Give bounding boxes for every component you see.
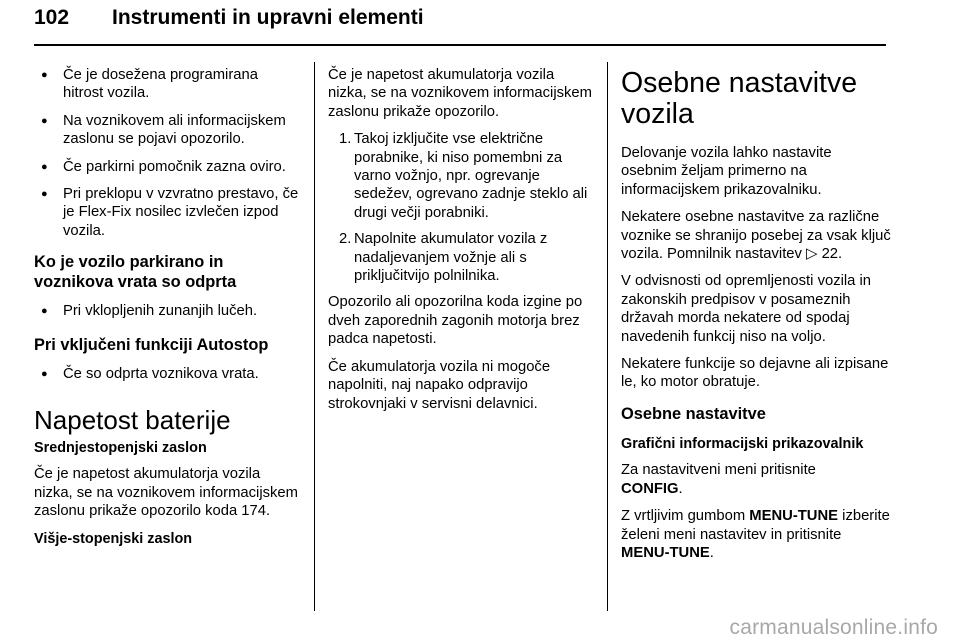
paragraph-config: [621, 461, 891, 498]
list-item: ● Na voznikovem ali informacijskem zaslonu se pojavi opozorilo.: [34, 112, 300, 149]
heading-door-open-line1: Ko je vozilo parkirano in: [34, 253, 224, 272]
step-text: Takoj izključite vse električne porabnike, ki niso pomembni za varno vožnjo, npr. ogrevanje sedežev, ogrevano zadnje steklo ali drugi večji porabniki.: [354, 131, 588, 221]
config-text: Za nastavitveni meni pritisnite: [621, 462, 816, 479]
column-divider-2: [607, 62, 608, 611]
paragraph-settings-keys-text: Nekatere osebne nastavitve za različne voznike se shranijo posebej za vsak ključ vozila. Pomnilnik nastavitev: [621, 209, 891, 263]
steps-list: [328, 130, 592, 285]
column-3: [621, 68, 891, 571]
list-item: ● Če parkirni pomočnik zazna oviro.: [34, 158, 300, 176]
list-item: [328, 230, 592, 285]
menu-tune-text-2: izberite želeni meni nastavitev in pritisnite: [621, 508, 890, 543]
watermark: carmanualsonline.info: [729, 616, 938, 639]
heading-personal-settings: Osebne nastavitve vozila: [621, 67, 858, 130]
step-number: 2.: [339, 231, 352, 248]
paragraph-intro: Če je napetost akumulatorja vozila nizka, se na voznikovem informacijskem zaslonu prikaže opozorilo.: [328, 67, 592, 120]
paragraph-settings-intro: Delovanje vozila lahko nastavite osebnim željam primerno na informacijskem prikazovalniku.: [621, 145, 832, 198]
list-item: ● Če je dosežena programirana hitrost vozila.: [34, 66, 300, 103]
list-item: ● Pri preklopu v vzvratno prestavo, če je Flex-Fix nosilec izvlečen izpod vozila.: [34, 185, 300, 240]
list-item: [328, 130, 592, 222]
heading-door-open: [34, 252, 300, 292]
heading-graphic-display: Grafični informacijski prikazovalnik: [621, 435, 864, 452]
menu-tune-period: .: [709, 544, 714, 561]
paragraph-warning-disappears: Opozorilo ali opozorilna koda izgine po dveh zaporednih zagonih motorja brez padca napetosti.: [328, 294, 583, 348]
paragraph-mid-display: Če je napetost akumulatorja vozila nizka, se na voznikovem informacijskem zaslonu prikaže opozorilo koda 174.: [34, 466, 298, 520]
paragraph-menu-tune: [621, 507, 891, 562]
paragraph-battery-service: Če akumulatorja vozila ni mogoče napolniti, naj napako odpravijo strokovnjaki v servisni delavnici.: [328, 358, 551, 412]
page-header: [34, 2, 886, 42]
menu-tune-knob-label: MENU-TUNE: [621, 544, 710, 561]
paragraph-availability: V odvisnosti od opremljenosti vozila in zakonskih predpisov v posameznih državah morda nekatere od spodaj navedenih funkcij niso na voljo.: [621, 273, 872, 345]
paragraph-settings-keys: [621, 208, 891, 263]
conditions-list: [34, 66, 300, 240]
heading-battery-voltage: Napetost baterije: [34, 405, 231, 436]
heading-door-open-line2: voznikova vrata so odprta: [34, 273, 237, 292]
config-period: .: [678, 480, 683, 497]
column-2: [328, 66, 592, 422]
page-reference: 22.: [821, 246, 843, 263]
heading-high-display: Višje-stopenjski zaslon: [34, 530, 193, 547]
heading-settings: Osebne nastavitve: [621, 404, 766, 423]
step-text: Napolnite akumulator vozila z nadaljevanjem vožnje ali s priključitvijo polnilnika.: [354, 231, 548, 285]
column-1: [34, 66, 300, 556]
page-number: 102: [34, 6, 70, 29]
header-rule: [34, 44, 886, 46]
menu-tune-knob-label: MENU-TUNE: [749, 508, 839, 525]
config-button-label: CONFIG: [621, 480, 679, 497]
triangle-right-icon: ▷: [806, 246, 818, 263]
autostop-list: [34, 365, 300, 383]
list-item: ● Pri vklopljenih zunanjih lučeh.: [34, 302, 300, 320]
page-title: Instrumenti in upravni elementi: [112, 6, 424, 29]
heading-autostop: Pri vključeni funkciji Autostop: [34, 335, 269, 354]
column-divider-1: [314, 62, 315, 611]
door-list: [34, 302, 300, 320]
menu-tune-text-1: Z vrtljivim gumbom: [621, 508, 750, 525]
list-item: ● Če so odprta voznikova vrata.: [34, 365, 300, 383]
paragraph-engine-running: Nekatere funkcije so dejavne ali izpisane le, ko motor obratuje.: [621, 356, 889, 391]
step-number: 1.: [339, 131, 352, 148]
heading-mid-display: Srednjestopenjski zaslon: [34, 440, 207, 457]
